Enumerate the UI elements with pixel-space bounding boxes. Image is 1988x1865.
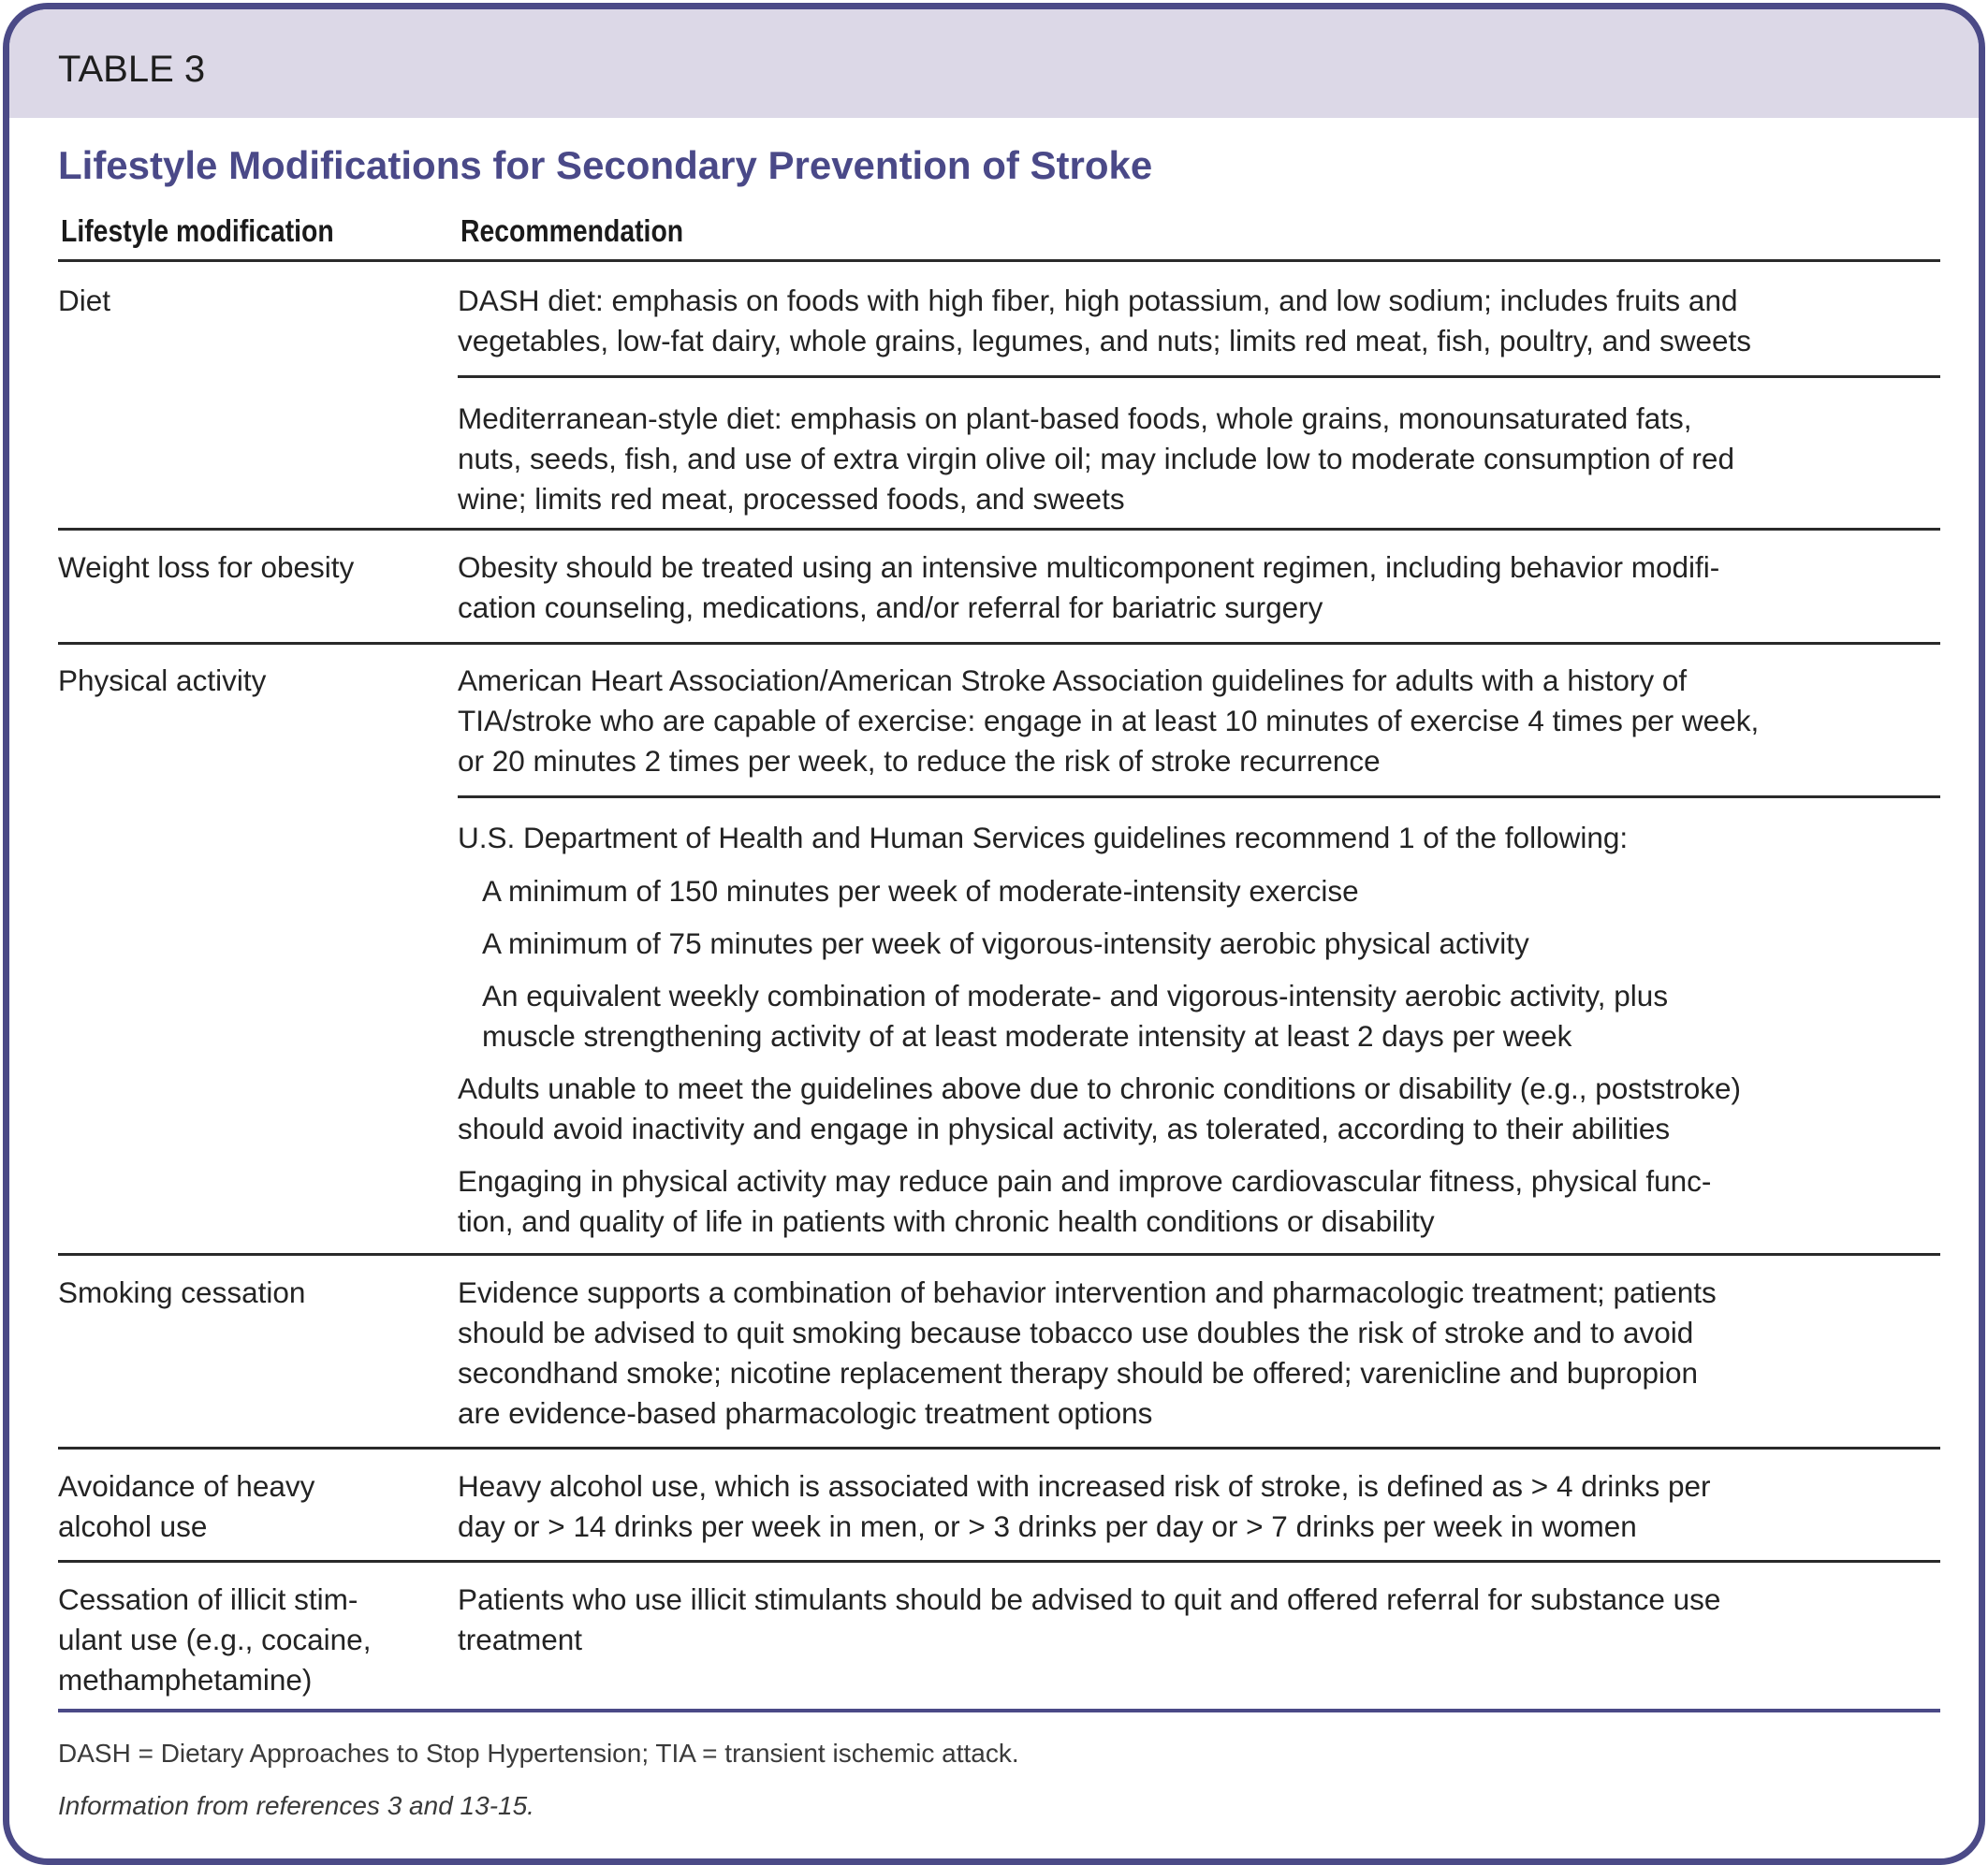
table-bottom-rule bbox=[58, 1709, 1940, 1712]
row-label: Smoking cessation bbox=[58, 1275, 306, 1309]
row-rule bbox=[58, 642, 1940, 645]
table-title: Lifestyle Modifications for Secondary Prevention of Stroke bbox=[58, 143, 1153, 187]
hhs-item: An equivalent weekly combination of moderate- and vigorous-intensity aerobic activity, plus muscle strengthening activity of at least moderate intensity at least 2 days per week bbox=[482, 979, 1669, 1053]
table-label-band bbox=[9, 9, 1979, 118]
row-label: Diet bbox=[58, 284, 111, 317]
recommendation-inactivity: Adults unable to meet the guidelines above due to chronic conditions or disability (e.g., poststroke) should avoid inactivity and engage in physical activity, as tolerated, according to their abilities bbox=[458, 1071, 1742, 1145]
recommendation-stimulants: Patients who use illicit stimulants should be advised to quit and offered referral for substance use treatment bbox=[458, 1582, 1721, 1656]
recommendation-hhs: U.S. Department of Health and Human Services guidelines recommend 1 of the following: bbox=[458, 821, 1629, 854]
recommendation-obesity: Obesity should be treated using an intensive multicomponent regimen, including behavior modifi- cation counseling, medications, and/or referral for bariatric surgery bbox=[458, 550, 1720, 624]
row-label: Physical activity bbox=[58, 663, 267, 697]
recommendation-aha-asa: American Heart Association/American Stroke Association guidelines for adults with a history of TIA/stroke who are capable of exercise: engage in at least 10 minutes of exercise 4 times per week, or 20 minutes 2 times per week, to reduce the risk of stroke recurrence bbox=[458, 663, 1760, 778]
table-frame bbox=[3, 3, 1985, 1865]
recommendation-alcohol: Heavy alcohol use, which is associated with increased risk of stroke, is defined as > 4 drinks per day or > 14 drinks per week in men, or > 3 drinks per day or > 7 drinks per week in women bbox=[458, 1469, 1711, 1543]
footnote-abbreviations: DASH = Dietary Approaches to Stop Hypertension; TIA = transient ischemic attack. bbox=[58, 1739, 1019, 1768]
header-rule bbox=[58, 259, 1940, 262]
row-label: Weight loss for obesity bbox=[58, 550, 355, 584]
recommendation-benefits: Engaging in physical activity may reduce pain and improve cardiovascular fitness, physical func- tion, and quality of life in patients with chronic health conditions or disability bbox=[458, 1164, 1712, 1238]
column-header-modification: Lifestyle modification bbox=[61, 213, 334, 248]
row-label: Avoidance of heavy alcohol use bbox=[58, 1469, 315, 1543]
hhs-item: A minimum of 150 minutes per week of moderate-intensity exercise bbox=[482, 874, 1359, 908]
table-label: TABLE 3 bbox=[58, 49, 206, 90]
column-header-recommendation: Recommendation bbox=[460, 213, 684, 248]
footnote-source: Information from references 3 and 13-15. bbox=[58, 1791, 534, 1820]
recommendation-dash: DASH diet: emphasis on foods with high fiber, high potassium, and low sodium; includes fruits and vegetables, low-fat dairy, whole grains, legumes, and nuts; limits red meat, fish, poultry, and sweets bbox=[458, 284, 1751, 357]
sub-rule bbox=[458, 375, 1940, 378]
hhs-item: A minimum of 75 minutes per week of vigorous-intensity aerobic physical activity bbox=[482, 926, 1529, 960]
recommendation-smoking: Evidence supports a combination of behavior intervention and pharmacologic treatment; patients should be advised to quit smoking because tobacco use doubles the risk of stroke and to avoid secondhand smoke; nicotine replacement therapy should be offered; varenicline and bupropion are evidence-based pharmacologic treatment options bbox=[458, 1275, 1717, 1430]
recommendation-mediterranean: Mediterranean-style diet: emphasis on plant-based foods, whole grains, monounsaturated fats, nuts, seeds, fish, and use of extra virgin olive oil; may include low to moderate consumption of red wine; limits red meat, processed foods, and sweets bbox=[458, 401, 1734, 516]
row-label: Cessation of illicit stim- ulant use (e.g., cocaine, methamphetamine) bbox=[58, 1582, 372, 1697]
row-rule bbox=[58, 1253, 1940, 1256]
row-rule bbox=[58, 528, 1940, 531]
row-rule bbox=[58, 1560, 1940, 1563]
sub-rule bbox=[458, 795, 1940, 798]
row-rule bbox=[58, 1447, 1940, 1450]
